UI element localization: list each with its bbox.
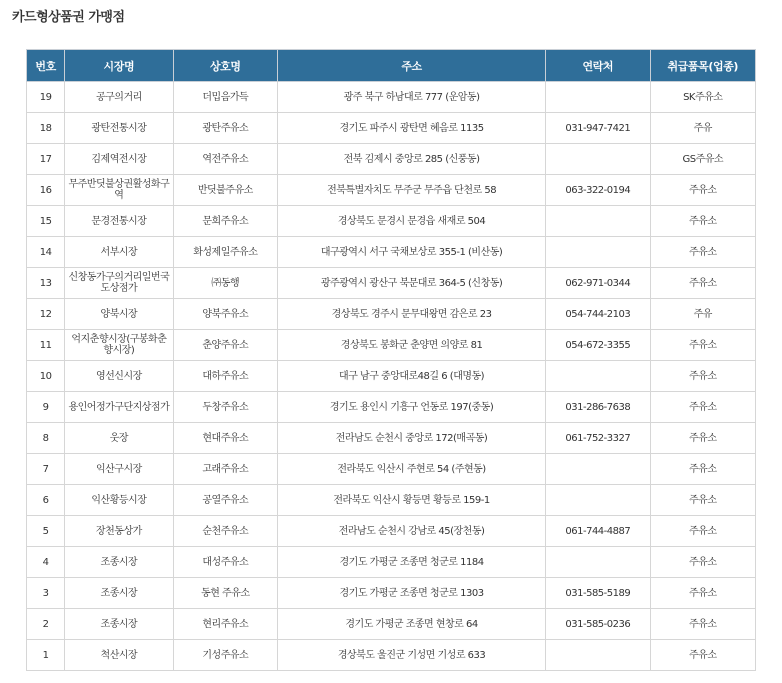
cell-number: 2: [27, 609, 65, 640]
cell-market: 조종시장: [65, 609, 173, 640]
cell-market: 광탄전통시장: [65, 113, 173, 144]
cell-store: 반딧불주유소: [173, 175, 277, 206]
cell-phone: 062-971-0344: [546, 268, 650, 299]
table-header-row: [27, 50, 756, 82]
cell-store: 양북주유소: [173, 299, 277, 330]
cell-phone: [546, 485, 650, 516]
cell-phone: [546, 640, 650, 671]
table-row: [27, 113, 756, 144]
table-row: [27, 175, 756, 206]
cell-market: 김제역전시장: [65, 144, 173, 175]
table-row: [27, 299, 756, 330]
cell-item: 주유: [650, 113, 755, 144]
table-row: [27, 82, 756, 113]
cell-phone: 054-672-3355: [546, 330, 650, 361]
table-row: [27, 392, 756, 423]
cell-address: 전라북도 익산시 황등면 황등로 159-1: [278, 485, 546, 516]
cell-item: 주유소: [650, 361, 755, 392]
cell-number: 17: [27, 144, 65, 175]
cell-number: 4: [27, 547, 65, 578]
cell-phone: [546, 454, 650, 485]
cell-number: 10: [27, 361, 65, 392]
cell-address: 광주 북구 하남대로 777 (운암동): [278, 82, 546, 113]
cell-store: 대하주유소: [173, 361, 277, 392]
cell-store: 두창주유소: [173, 392, 277, 423]
cell-number: 13: [27, 268, 65, 299]
cell-phone: 061-744-4887: [546, 516, 650, 547]
cell-phone: [546, 237, 650, 268]
cell-address: 경기도 가평군 조종면 청군로 1184: [278, 547, 546, 578]
cell-address: 경상북도 봉화군 춘양면 의양로 81: [278, 330, 546, 361]
cell-market: 신창동가구의거리일번국도상점가: [65, 268, 173, 299]
cell-address: 경상북도 울진군 기성면 기성로 633: [278, 640, 546, 671]
table-row: [27, 578, 756, 609]
cell-item: 주유소: [650, 454, 755, 485]
cell-address: 경상북도 문경시 문경읍 새재로 504: [278, 206, 546, 237]
cell-item: 주유소: [650, 485, 755, 516]
cell-market: 무주반딧불상권활성화구역: [65, 175, 173, 206]
cell-market: 척산시장: [65, 640, 173, 671]
cell-number: 18: [27, 113, 65, 144]
cell-item: 주유소: [650, 609, 755, 640]
cell-phone: 031-585-5189: [546, 578, 650, 609]
cell-number: 14: [27, 237, 65, 268]
cell-address: 경기도 파주시 광탄면 혜음로 1135: [278, 113, 546, 144]
cell-address: 경기도 가평군 조종면 현창로 64: [278, 609, 546, 640]
column-header-store: 상호명: [173, 50, 277, 82]
table-row: [27, 640, 756, 671]
cell-number: 6: [27, 485, 65, 516]
cell-phone: [546, 206, 650, 237]
column-header-number: 번호: [27, 50, 65, 82]
cell-number: 1: [27, 640, 65, 671]
cell-item: SK주유소: [650, 82, 755, 113]
cell-phone: 031-947-7421: [546, 113, 650, 144]
cell-item: 주유소: [650, 423, 755, 454]
cell-number: 19: [27, 82, 65, 113]
cell-market: 서부시장: [65, 237, 173, 268]
column-header-item: 취급품목(업종): [650, 50, 755, 82]
cell-phone: 031-286-7638: [546, 392, 650, 423]
cell-store: 대성주유소: [173, 547, 277, 578]
cell-address: 전라남도 순천시 강남로 45(장천동): [278, 516, 546, 547]
cell-number: 8: [27, 423, 65, 454]
table-row: [27, 361, 756, 392]
cell-store: 현대주유소: [173, 423, 277, 454]
cell-address: 대구 남구 중앙대로48길 6 (대명동): [278, 361, 546, 392]
column-header-market: 시장명: [65, 50, 173, 82]
cell-address: 전북특별자치도 무주군 무주읍 단천로 58: [278, 175, 546, 206]
cell-market: 문경전통시장: [65, 206, 173, 237]
cell-market: 억지춘향시장(구봉화춘향시장): [65, 330, 173, 361]
cell-phone: [546, 547, 650, 578]
cell-market: 장천동상가: [65, 516, 173, 547]
cell-item: 주유소: [650, 175, 755, 206]
cell-market: 익산구시장: [65, 454, 173, 485]
cell-market: 용인어정가구단지상점가: [65, 392, 173, 423]
cell-market: 조종시장: [65, 547, 173, 578]
table-row: [27, 237, 756, 268]
merchant-table: [26, 49, 756, 671]
table-row: [27, 609, 756, 640]
cell-number: 11: [27, 330, 65, 361]
cell-store: 동현 주유소: [173, 578, 277, 609]
cell-item: 주유: [650, 299, 755, 330]
cell-item: 주유소: [650, 578, 755, 609]
cell-item: 주유소: [650, 237, 755, 268]
cell-market: 조종시장: [65, 578, 173, 609]
table-row: [27, 423, 756, 454]
table-row: [27, 330, 756, 361]
table-row: [27, 547, 756, 578]
cell-address: 전북 김제시 중앙로 285 (신풍동): [278, 144, 546, 175]
cell-store: 문희주유소: [173, 206, 277, 237]
cell-phone: 031-585-0236: [546, 609, 650, 640]
cell-number: 16: [27, 175, 65, 206]
cell-store: 화성제일주유소: [173, 237, 277, 268]
cell-address: 전라남도 순천시 중앙로 172(매곡동): [278, 423, 546, 454]
cell-market: 영선신시장: [65, 361, 173, 392]
table-row: [27, 485, 756, 516]
page-title: 카드형상품권 가맹점: [12, 10, 125, 25]
cell-phone: 054-744-2103: [546, 299, 650, 330]
cell-item: 주유소: [650, 206, 755, 237]
cell-store: 현리주유소: [173, 609, 277, 640]
cell-item: 주유소: [650, 268, 755, 299]
cell-phone: [546, 82, 650, 113]
cell-item: 주유소: [650, 516, 755, 547]
cell-number: 12: [27, 299, 65, 330]
cell-store: 공열주유소: [173, 485, 277, 516]
cell-item: 주유소: [650, 640, 755, 671]
column-header-phone: 연락처: [546, 50, 650, 82]
cell-item: GS주유소: [650, 144, 755, 175]
cell-phone: [546, 144, 650, 175]
cell-store: 춘양주유소: [173, 330, 277, 361]
cell-store: 고래주유소: [173, 454, 277, 485]
cell-market: 익산황등시장: [65, 485, 173, 516]
cell-address: 경기도 가평군 조종면 청군로 1303: [278, 578, 546, 609]
cell-address: 전라북도 익산시 주현로 54 (주현동): [278, 454, 546, 485]
cell-address: 경기도 용인시 기흥구 언동로 197(중동): [278, 392, 546, 423]
cell-phone: 061-752-3327: [546, 423, 650, 454]
table-row: [27, 268, 756, 299]
cell-address: 대구광역시 서구 국채보상로 355-1 (비산동): [278, 237, 546, 268]
cell-number: 15: [27, 206, 65, 237]
table-row: [27, 144, 756, 175]
cell-store: ㈜동행: [173, 268, 277, 299]
cell-number: 3: [27, 578, 65, 609]
table-row: [27, 206, 756, 237]
cell-store: 광탄주유소: [173, 113, 277, 144]
cell-store: 순천주유소: [173, 516, 277, 547]
cell-store: 역전주유소: [173, 144, 277, 175]
table-row: [27, 454, 756, 485]
cell-address: 경상북도 경주시 문무대왕면 감은로 23: [278, 299, 546, 330]
cell-market: 웃장: [65, 423, 173, 454]
cell-phone: 063-322-0194: [546, 175, 650, 206]
cell-number: 5: [27, 516, 65, 547]
cell-store: 더밉음가득: [173, 82, 277, 113]
table-row: [27, 516, 756, 547]
cell-address: 광주광역시 광산구 북문대로 364-5 (신창동): [278, 268, 546, 299]
cell-number: 7: [27, 454, 65, 485]
cell-store: 기성주유소: [173, 640, 277, 671]
cell-item: 주유소: [650, 392, 755, 423]
cell-market: 공구의거리: [65, 82, 173, 113]
cell-item: 주유소: [650, 330, 755, 361]
cell-market: 양북시장: [65, 299, 173, 330]
cell-phone: [546, 361, 650, 392]
cell-number: 9: [27, 392, 65, 423]
table-body: [27, 82, 756, 671]
column-header-address: 주소: [278, 50, 546, 82]
cell-item: 주유소: [650, 547, 755, 578]
